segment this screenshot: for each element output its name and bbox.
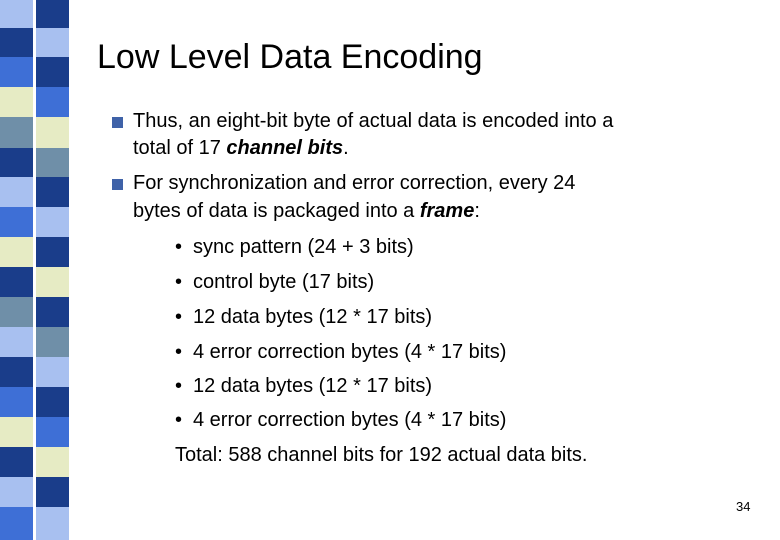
- bullet-2-line-1: For synchronization and error correction, every 24: [133, 172, 576, 194]
- strip-block: [0, 297, 33, 327]
- strip-block: [36, 327, 69, 357]
- total-line: Total: 588 channel bits for 192 actual data bits.: [175, 444, 588, 466]
- strip-block: [0, 447, 33, 477]
- strip-block: [0, 507, 33, 540]
- strip-block: [36, 87, 69, 117]
- strip-block: [36, 207, 69, 237]
- square-bullet-icon: [112, 117, 123, 128]
- strip-block: [0, 207, 33, 237]
- sub-bullet-icon: •: [175, 306, 183, 328]
- sub-item: • sync pattern (24 + 3 bits): [175, 236, 414, 258]
- sub-item: • 12 data bytes (12 * 17 bits): [175, 306, 433, 328]
- slide-title: Low Level Data Encoding: [97, 38, 483, 76]
- strip-block: [0, 357, 33, 387]
- strip-block: [36, 117, 69, 148]
- strip-block: [36, 447, 69, 477]
- strip-block: [0, 28, 33, 57]
- bullet-1-line-1: Thus, an eight-bit byte of actual data is encoded into a: [133, 110, 614, 132]
- strip-block: [36, 477, 69, 507]
- strip-block: [36, 57, 69, 87]
- strip-block: [0, 117, 33, 148]
- decorative-color-strip: [0, 0, 69, 540]
- strip-block: [36, 0, 69, 28]
- strip-block: [0, 387, 33, 417]
- strip-block: [36, 387, 69, 417]
- sub-item: • 12 data bytes (12 * 17 bits): [175, 375, 433, 397]
- strip-block: [36, 507, 69, 540]
- strip-block: [0, 177, 33, 207]
- page-number: 34: [736, 499, 751, 514]
- strip-block: [36, 148, 69, 177]
- emphasis-frame: frame: [419, 200, 475, 222]
- strip-block: [36, 237, 69, 267]
- strip-block: [0, 0, 33, 28]
- strip-block: [36, 177, 69, 207]
- sub-item: • control byte (17 bits): [175, 271, 375, 293]
- sub-bullet-icon: •: [175, 375, 183, 397]
- strip-block: [0, 148, 33, 177]
- sub-item: • 4 error correction bytes (4 * 17 bits): [175, 409, 507, 431]
- strip-block: [0, 237, 33, 267]
- sub-bullet-icon: •: [175, 409, 183, 431]
- strip-block: [0, 417, 33, 447]
- strip-block: [36, 28, 69, 57]
- strip-block: [36, 297, 69, 327]
- strip-block: [0, 87, 33, 117]
- sub-item: • 4 error correction bytes (4 * 17 bits): [175, 341, 507, 363]
- strip-block: [0, 267, 33, 297]
- strip-block: [36, 267, 69, 297]
- bullet-1-line-2: total of 17 channel bits.: [133, 137, 349, 159]
- sub-bullet-icon: •: [175, 236, 183, 258]
- sub-bullet-icon: •: [175, 341, 183, 363]
- bullet-2-line-2: bytes of data is packaged into a frame:: [133, 200, 480, 222]
- strip-block: [0, 477, 33, 507]
- emphasis-channel-bits: channel bits: [226, 137, 344, 159]
- strip-block: [0, 57, 33, 87]
- square-bullet-icon: [112, 179, 123, 190]
- strip-block: [36, 357, 69, 387]
- strip-block: [36, 417, 69, 447]
- strip-block: [0, 327, 33, 357]
- sub-bullet-icon: •: [175, 271, 183, 293]
